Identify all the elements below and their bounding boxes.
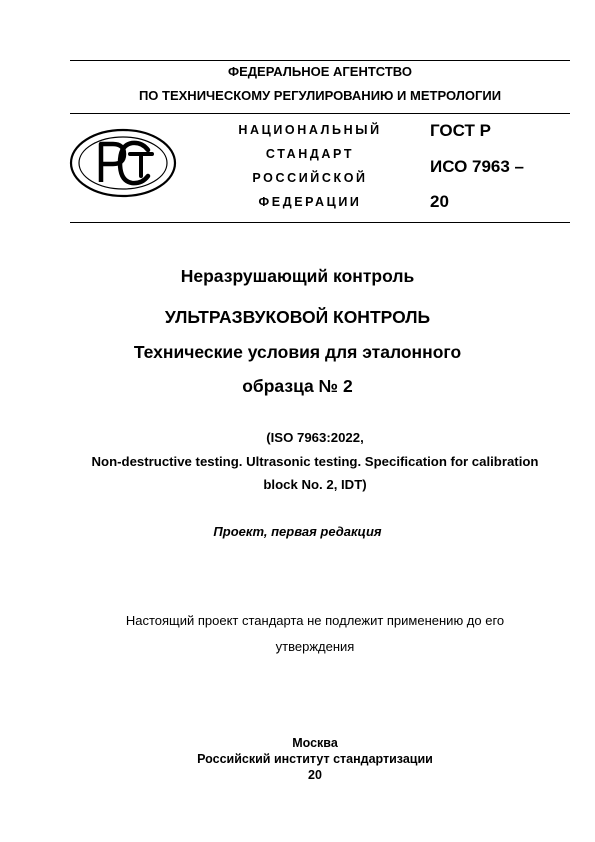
national-line-1: НАЦИОНАЛЬНЫЙ (238, 123, 382, 137)
iso-ref-line-2: Non-destructive testing. Ultrasonic testing. Specification for calibration (91, 454, 539, 469)
national-line-4: ФЕДЕРАЦИИ (258, 195, 362, 209)
notice-line-1: Настоящий проект стандарта не подлежит применению до его (125, 613, 505, 628)
rst-emblem-icon (68, 126, 178, 200)
imprint-year: 20 (308, 768, 322, 782)
national-line-2: СТАНДАРТ (265, 147, 355, 161)
designation-line-2: ИСО 7963 – (430, 157, 525, 176)
draft-status: Проект, первая редакция (213, 524, 382, 539)
notice-line-2: утверждения (275, 639, 355, 654)
header-rule (70, 113, 570, 114)
header-bottom-rule (70, 222, 570, 223)
iso-ref-line-3: block No. 2, IDT) (263, 477, 367, 492)
imprint-city: Москва (292, 736, 338, 750)
designation-line-3: 20 (430, 192, 449, 211)
designation-line-1: ГОСТ Р (430, 121, 491, 140)
iso-ref-line-1: (ISO 7963:2022, (266, 430, 364, 445)
national-line-3: РОССИЙСКОЙ (252, 171, 368, 185)
agency-line-1: ФЕДЕРАЛЬНОЕ АГЕНТСТВО (228, 64, 412, 79)
title-line-3: Технические условия для эталонного (133, 342, 462, 362)
imprint-publisher: Российский институт стандартизации (197, 752, 433, 766)
agency-line-2: ПО ТЕХНИЧЕСКОМУ РЕГУЛИРОВАНИЮ И МЕТРОЛОГИИ (138, 88, 502, 103)
title-line-4: образца № 2 (242, 376, 353, 396)
title-line-2: УЛЬТРАЗВУКОВОЙ КОНТРОЛЬ (164, 307, 431, 327)
title-line-1: Неразрушающий контроль (180, 266, 415, 286)
